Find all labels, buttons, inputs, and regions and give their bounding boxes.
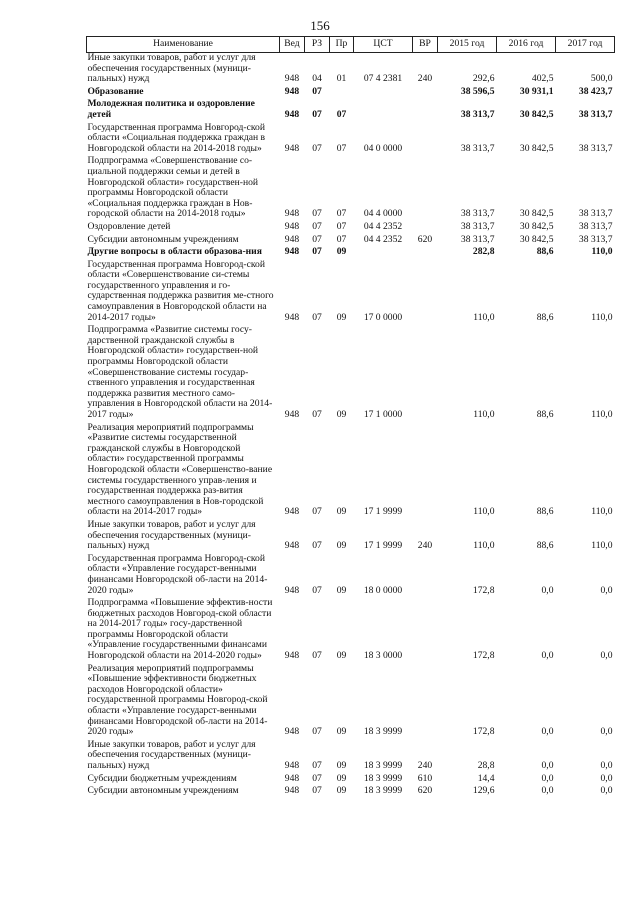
cell-cst: 17 1 9999 — [363, 506, 403, 518]
cell-vr — [413, 664, 438, 740]
cell-name: Государственная программа Новгород-ской области «Управление государст-венными финансами Новгородской об-ласти на 2014-2020 годы» — [87, 552, 268, 596]
cell-pr: 09 — [336, 540, 347, 552]
cell-ved: 948 — [284, 506, 300, 518]
cell-pr: 07 — [336, 108, 347, 120]
cell-2017: 0,0 — [600, 785, 613, 797]
cell-vr — [413, 87, 438, 100]
cell-2016: 88,6 — [536, 540, 554, 552]
cell-2017: 500,0 — [590, 73, 613, 85]
cell-2015: 172,8 — [472, 726, 495, 738]
header-2015: 2015 год — [438, 37, 497, 53]
cell-cst: 18 3 9999 — [363, 760, 403, 771]
cell-ved: 948 — [284, 650, 300, 662]
cell-rz: 07 — [312, 726, 322, 738]
cell-rz: 07 — [312, 142, 322, 154]
cell-name: Другие вопросы в области образова-ния — [87, 246, 262, 258]
cell-2017: 0,0 — [600, 584, 613, 596]
cell-cst: 04 4 2352 — [363, 220, 403, 232]
table-row — [87, 740, 615, 774]
cell-2017: 0,0 — [600, 772, 613, 784]
cell-ved: 948 — [284, 540, 300, 552]
table-header-row — [87, 37, 615, 53]
cell-pr — [330, 87, 354, 100]
cell-2017: 38 313,7 — [578, 142, 613, 154]
cell-cst: 18 3 0000 — [363, 650, 403, 662]
cell-2015: 172,8 — [472, 650, 495, 662]
table-body — [87, 53, 615, 799]
cell-rz: 07 — [312, 760, 322, 771]
cell-2015: 28,8 — [477, 760, 495, 771]
cell-cst: 17 0 0000 — [363, 311, 403, 323]
budget-table — [86, 36, 615, 799]
cell-2017: 110,0 — [591, 409, 613, 420]
cell-rz: 07 — [312, 540, 322, 552]
cell-2016: 30 842,5 — [519, 233, 554, 245]
cell-cst: 18 0 0000 — [363, 584, 403, 596]
cell-pr: 07 — [336, 233, 347, 245]
cell-cst: 18 3 9999 — [363, 726, 403, 738]
cell-name: Реализация мероприятий подпрограммы «Развитие системы государственной гражданской службы в Новгородской области» государственной программы Новгородской области «Совершенство-вание системы государственного управ-ления и государственная поддержка раз-вития местного самоуправления в Нов-городской области на 2014-2017 годы» — [87, 421, 273, 518]
header-name: Наименование — [87, 37, 280, 53]
header-2017: 2017 год — [556, 37, 615, 53]
cell-rz: 07 — [312, 772, 322, 784]
cell-ved: 948 — [284, 726, 300, 738]
cell-cst: 04 4 2352 — [363, 233, 403, 245]
cell-2015: 38 313,7 — [460, 108, 495, 120]
cell-2015: 38 313,7 — [460, 208, 495, 220]
cell-2015: 172,8 — [472, 584, 495, 596]
cell-2015: 110,0 — [473, 506, 495, 518]
cell-2017: 38 313,7 — [578, 233, 613, 245]
cell-vr — [413, 247, 438, 260]
cell-pr: 09 — [336, 726, 347, 738]
cell-cst: 17 1 9999 — [363, 540, 403, 552]
cell-ved: 948 — [284, 73, 300, 85]
cell-2016: 0,0 — [541, 726, 554, 738]
cell-rz: 07 — [312, 409, 322, 420]
cell-cst: 04 4 0000 — [363, 208, 403, 220]
table-row — [87, 123, 615, 157]
cell-name: Реализация мероприятий подпрограммы «Повышение эффективности бюджетных расходов Новгородской области» государственной программы Новгород-ской области «Управление государст-венными финансами Новгородской об-ласти на 2014-2020 годы» — [87, 662, 268, 738]
cell-name: Субсидии бюджетным учреждениям — [87, 772, 237, 784]
cell-vr: 240 — [417, 760, 433, 771]
cell-vr — [413, 325, 438, 422]
cell-pr: 07 — [336, 208, 347, 220]
cell-pr: 07 — [336, 220, 347, 232]
cell-2017: 110,0 — [591, 246, 613, 258]
cell-2015: 110,0 — [473, 409, 495, 420]
cell-2015: 38 313,7 — [460, 142, 495, 154]
cell-pr: 09 — [336, 584, 347, 596]
cell-pr: 09 — [336, 506, 347, 518]
cell-vr: 620 — [417, 233, 433, 245]
cell-ved: 948 — [284, 246, 300, 258]
cell-rz: 07 — [312, 311, 322, 323]
cell-ved: 948 — [284, 108, 300, 120]
cell-2016: 30 842,5 — [519, 208, 554, 220]
cell-2017: 0,0 — [600, 650, 613, 662]
cell-rz: 07 — [312, 506, 322, 518]
cell-ved: 948 — [284, 760, 300, 771]
cell-cst: 17 1 0000 — [363, 409, 403, 420]
table-row — [87, 325, 615, 422]
cell-vr: 610 — [417, 772, 433, 784]
cell-pr: 09 — [336, 785, 347, 797]
header-vr: ВР — [413, 37, 438, 53]
table-row — [87, 664, 615, 740]
cell-name: Субсидии автономным учреждениям — [87, 785, 239, 797]
cell-vr: 240 — [417, 540, 433, 552]
cell-ved: 948 — [284, 311, 300, 323]
cell-pr: 09 — [336, 772, 347, 784]
cell-2016: 30 842,5 — [519, 142, 554, 154]
cell-ved: 948 — [284, 409, 300, 420]
cell-pr: 09 — [336, 760, 347, 771]
cell-name: Подпрограмма «Повышение эффектив-ности бюджетных расходов Новгород-ской области на 2014-2017 годы» госу-дарственной программы Новгородской области «Управление государственными финансами Новгородской области на 2014-2020 годы» — [87, 597, 273, 662]
cell-2017: 0,0 — [600, 760, 613, 771]
cell-ved: 948 — [284, 142, 300, 154]
cell-2017: 110,0 — [591, 311, 613, 323]
table-row — [87, 598, 615, 664]
cell-ved: 948 — [284, 785, 300, 797]
cell-name: Иные закупки товаров, работ и услуг для обеспечения государственных (муници-пальных) нужд — [87, 52, 256, 85]
cell-cst: 18 3 9999 — [363, 785, 403, 797]
cell-rz: 07 — [312, 208, 322, 220]
cell-vr — [413, 99, 438, 122]
cell-2015: 282,8 — [472, 246, 495, 258]
cell-rz: 07 — [312, 785, 322, 797]
table-row — [87, 786, 615, 799]
table-row — [87, 554, 615, 598]
cell-cst: 04 0 0000 — [363, 142, 403, 154]
cell-cst — [354, 247, 413, 260]
cell-2016: 0,0 — [541, 785, 554, 797]
cell-ved: 948 — [284, 85, 300, 97]
cell-2016: 88,6 — [536, 506, 554, 518]
cell-ved: 948 — [284, 233, 300, 245]
cell-name: Иные закупки товаров, работ и услуг для обеспечения государственных (муници-пальных) нужд — [87, 738, 256, 771]
cell-2016: 0,0 — [541, 650, 554, 662]
page-number: 156 — [310, 18, 330, 33]
cell-2017: 38 423,7 — [578, 85, 613, 97]
cell-2016: 30 842,5 — [519, 220, 554, 232]
cell-2017: 0,0 — [600, 726, 613, 738]
cell-2016: 88,6 — [536, 409, 554, 420]
cell-2015: 129,6 — [472, 785, 495, 797]
cell-2016: 0,0 — [541, 772, 554, 784]
cell-name: Молодежная политика и оздоровление детей — [87, 98, 255, 120]
cell-2016: 88,6 — [536, 311, 554, 323]
cell-2015: 110,0 — [473, 311, 495, 323]
cell-2016: 30 842,5 — [519, 108, 554, 120]
cell-2017: 110,0 — [591, 506, 613, 518]
table-row — [87, 423, 615, 520]
cell-name: Подпрограмма «Развитие системы госу-дарственной гражданской службы в Новгородской области» государствен-ной программы Новгородской области «Совершенствование системы государ-ственного управления и государственная поддержка развития местного само-управления в Новгородской области на 2014-2017 годы» — [87, 324, 273, 420]
cell-pr: 09 — [336, 409, 347, 420]
cell-name: Государственная программа Новгород-ской области «Совершенствование си-стемы государственного управления и го-сударственная поддержка развития ме-стного самоуправления в Новгородской области на 2014-2017 годы» — [87, 258, 274, 323]
cell-2017: 38 313,7 — [578, 108, 613, 120]
cell-2015: 38 313,7 — [460, 233, 495, 245]
cell-vr — [413, 554, 438, 598]
cell-name: Подпрограмма «Совершенствование со-циальной поддержки семьи и детей в Новгородской области» государствен-ной программы Новгородской области «Социальная поддержка граждан в Нов-городской области на 2014-2018 годы» — [87, 155, 259, 220]
cell-pr: 07 — [336, 142, 347, 154]
cell-2016: 0,0 — [541, 584, 554, 596]
table-row — [87, 99, 615, 122]
cell-rz: 04 — [312, 73, 322, 85]
cell-cst: 18 3 9999 — [363, 772, 403, 784]
table-row — [87, 260, 615, 326]
cell-vr — [413, 123, 438, 157]
table-row — [87, 520, 615, 554]
cell-rz: 07 — [312, 650, 322, 662]
cell-2017: 38 313,7 — [578, 208, 613, 220]
header-rz: РЗ — [305, 37, 330, 53]
header-2016: 2016 год — [497, 37, 556, 53]
cell-vr — [413, 260, 438, 326]
cell-ved: 948 — [284, 220, 300, 232]
cell-rz: 07 — [312, 85, 322, 97]
cell-name: Субсидии автономным учреждениям — [87, 233, 239, 245]
cell-pr: 01 — [336, 73, 347, 85]
cell-rz: 07 — [312, 220, 322, 232]
cell-2016: 402,5 — [531, 73, 554, 85]
table-row — [87, 247, 615, 260]
cell-ved: 948 — [284, 208, 300, 220]
cell-vr — [413, 423, 438, 520]
table-row — [87, 53, 615, 87]
cell-vr — [413, 598, 438, 664]
cell-name: Образование — [87, 85, 144, 97]
cell-rz: 07 — [312, 584, 322, 596]
header-cst: ЦСТ — [354, 37, 413, 53]
cell-name: Иные закупки товаров, работ и услуг для обеспечения государственных (муници-пальных) нужд — [87, 518, 256, 552]
cell-2015: 14,4 — [477, 772, 495, 784]
cell-2017: 110,0 — [591, 540, 613, 552]
table-row — [87, 222, 615, 235]
cell-ved: 948 — [284, 772, 300, 784]
cell-vr — [413, 156, 438, 222]
cell-name: Государственная программа Новгород-ской области «Социальная поддержка граждан в Новгородской области на 2014-2018 годы» — [87, 121, 266, 154]
cell-2016: 30 931,1 — [519, 85, 554, 97]
cell-cst — [354, 87, 413, 100]
cell-pr: 09 — [336, 650, 347, 662]
cell-vr: 240 — [417, 73, 433, 85]
cell-rz: 07 — [312, 233, 322, 245]
cell-pr: 09 — [336, 246, 347, 258]
cell-cst: 07 4 2381 — [363, 73, 403, 85]
cell-2016: 88,6 — [536, 246, 554, 258]
cell-vr: 620 — [417, 785, 433, 797]
cell-name: Оздоровление детей — [87, 220, 171, 232]
cell-2016: 0,0 — [541, 760, 554, 771]
cell-rz: 07 — [312, 108, 322, 120]
cell-pr: 09 — [336, 311, 347, 323]
cell-rz: 07 — [312, 246, 322, 258]
cell-cst — [354, 99, 413, 122]
header-ved: Вед — [280, 37, 305, 53]
cell-2015: 38 596,5 — [460, 85, 495, 97]
cell-vr — [413, 222, 438, 235]
header-pr: Пр — [330, 37, 354, 53]
cell-2015: 38 313,7 — [460, 220, 495, 232]
table-row — [87, 156, 615, 222]
cell-2015: 292,6 — [472, 73, 495, 85]
cell-2015: 110,0 — [473, 540, 495, 552]
cell-ved: 948 — [284, 584, 300, 596]
cell-2017: 38 313,7 — [578, 220, 613, 232]
